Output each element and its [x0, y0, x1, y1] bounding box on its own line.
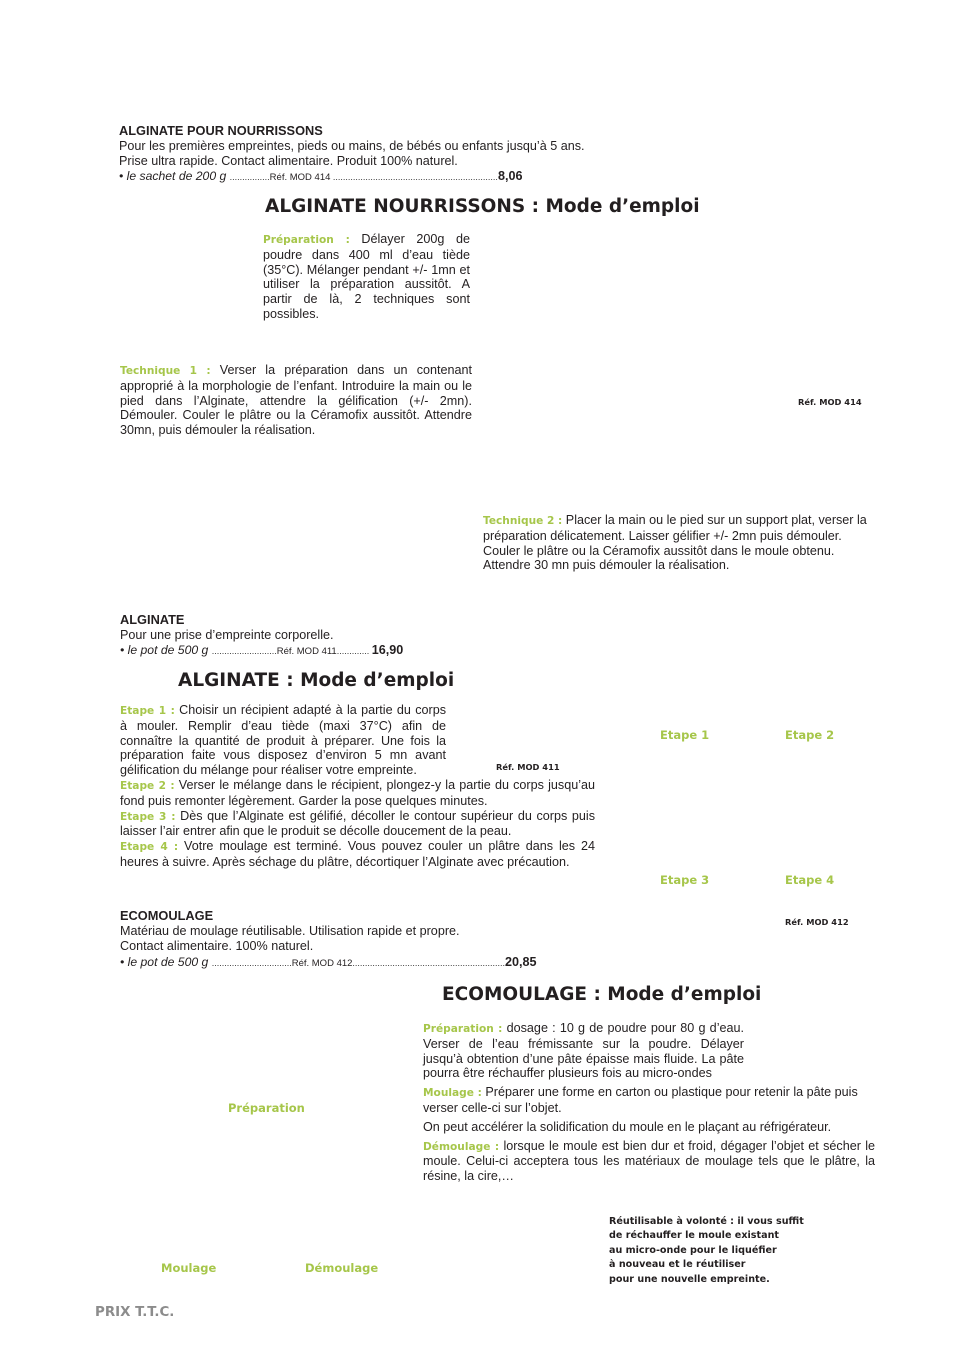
instruction-label: Préparation :: [423, 1023, 503, 1035]
product-ref: Réf. MOD 412: [291, 957, 353, 969]
product-nourrissons: [119, 123, 679, 185]
product-price: 16,90: [371, 642, 404, 657]
product-title: ALGINATE POUR NOURRISSONS: [119, 123, 323, 138]
section-heading: ECOMOULAGE : Mode d’emploi: [442, 984, 762, 1005]
reuse-note-line: à nouveau et le réutiliser: [609, 1259, 746, 1271]
image-ref-label: Réf. MOD 412: [785, 917, 849, 927]
instruction-label: Etape 3 :: [120, 810, 176, 823]
photo-label-moulage: Moulage: [161, 1261, 217, 1275]
step-1: [120, 703, 446, 778]
instruction-preparation: [423, 1021, 744, 1081]
step-4: [120, 839, 595, 870]
instruction-text: dosage : 10 g de poudre pour 80 g d’eau. Verser de l’eau frémissante sur la poudre. Délayer jusqu’à obtention d’une pâte épaisse mais fluide. La pâte pourra être réchauffer plusieurs fois au micro-ondes: [423, 1021, 744, 1081]
ecomoulage-instructions: [423, 1021, 875, 1184]
price-line: • le pot de 500 g ................................Réf. MOD 412.............................................................20,85: [120, 954, 537, 969]
image-ref-label: Réf. MOD 414: [798, 397, 862, 407]
instruction-text: Placer la main ou le pied sur un support plat, verser la préparation délicatement. Laisser gélifier +/- 2mn puis démouler. Couler le plâtre ou la Céramofix aussitôt dans le moule obtenu. Attendre 30 mn puis démouler la réalisation.: [483, 513, 867, 573]
reuse-note-line: Réutilisable à volonté : il vous suffit: [609, 1216, 804, 1227]
product-format: • le sachet de 200 g: [119, 168, 227, 183]
photo-label-demoulage: Démoulage: [305, 1261, 379, 1275]
product-ecomoulage: [120, 908, 600, 971]
product-description: Matériau de moulage réutilisable. Utilisation rapide et propre.: [120, 924, 460, 938]
photo-label-etape-2: Etape 2: [785, 728, 835, 742]
step-3: [120, 809, 595, 840]
instruction-label: Technique 1 :: [120, 365, 211, 377]
instruction-demoulage: [423, 1139, 875, 1184]
instruction-fridge: On peut accélérer la solidification du moule en le plaçant au réfrigérateur.: [423, 1119, 832, 1134]
price-line: • le sachet de 200 g ................Réf. MOD 414 ..................................................................8,06: [119, 168, 523, 183]
photo-label-etape-3: Etape 3: [660, 873, 710, 887]
photo-label-etape-1: Etape 1: [660, 728, 710, 742]
instruction-text: Votre moulage est terminé. Vous pouvez couler un plâtre dans les 24 heures à suivre. Après séchage du plâtre, décortiquer l’Alginate avec précaution.: [120, 839, 596, 869]
product-format: • le pot de 500 g: [120, 954, 209, 969]
product-description: Pour les premières empreintes, pieds ou mains, de bébés ou enfants jusqu’à 5 ans.: [119, 139, 585, 153]
product-alginate: [120, 612, 480, 659]
instruction-technique-1: [120, 363, 472, 438]
instruction-text: Préparer une forme en carton ou plastique pour retenir la pâte puis verser celle-ci sur l’objet.: [423, 1085, 858, 1115]
reuse-note-line: pour une nouvelle empreinte.: [609, 1273, 770, 1285]
section-heading: ALGINATE NOURRISSONS : Mode d’emploi: [265, 196, 700, 217]
reuse-note: [609, 1215, 839, 1287]
reuse-note-line: au micro-onde pour le liquéfier: [609, 1244, 777, 1256]
product-ref: Réf. MOD 414: [269, 171, 331, 183]
instruction-technique-2: [483, 513, 875, 573]
alginate-steps: [120, 703, 595, 870]
instruction-label: Moulage :: [423, 1087, 482, 1100]
step-2: [120, 778, 595, 809]
instruction-label: Technique 2 :: [483, 515, 563, 527]
photo-label-etape-4: Etape 4: [785, 873, 835, 887]
product-ref: Réf. MOD 411: [276, 645, 337, 657]
instruction-preparation: [263, 232, 470, 322]
product-title: ECOMOULAGE: [120, 908, 214, 923]
instruction-text: Dès que l’Alginate est gélifié, décoller le contour supérieur du corps puis laisser l’air entrer afin que le produit se décolle doucement de la peau.: [120, 808, 596, 839]
instruction-moulage: [423, 1085, 875, 1116]
product-description: Contact alimentaire. 100% naturel.: [120, 938, 314, 953]
reuse-note-line: de réchauffer le moule existant: [609, 1230, 779, 1242]
photo-label-preparation: Préparation: [228, 1101, 305, 1115]
instruction-label: Démoulage :: [423, 1140, 500, 1153]
instruction-text: Choisir un récipient adapté à la partie du corps à mouler. Remplir d’eau tiède (maxi 37°C) afin de connaître la quantité de produit à préparer. Une fois la préparation faite vous disposez d’environ 5 mn avant gélification du mélange pour réaliser votre empreinte.: [120, 703, 446, 778]
product-price: 8,06: [497, 168, 523, 183]
product-format: • le pot de 500 g: [120, 642, 209, 657]
footer-prix-ttc: PRIX T.T.C.: [95, 1305, 175, 1320]
instruction-label: Etape 2 :: [120, 779, 175, 792]
instruction-text: Délayer 200g de poudre dans 400 ml d’eau tiède (35°C). Mélanger pendant +/- 1mn et utiliser la préparation aussitôt. A partir de là, 2 techniques sont possibles.: [263, 232, 471, 321]
product-description: Prise ultra rapide. Contact alimentaire. Produit 100% naturel.: [119, 153, 458, 168]
instruction-text: Verser le mélange dans le récipient, plongez-y la partie du corps jusqu’au fond puis remonter légèrement. Garder la pose quelques minutes.: [120, 777, 596, 808]
instruction-label: Etape 1 :: [120, 705, 175, 717]
instruction-label: Préparation :: [263, 234, 350, 246]
image-ref-label: Réf. MOD 411: [496, 762, 560, 772]
instruction-text: Verser la préparation dans un contenant approprié à la morphologie de l’enfant. Introduire la main ou le pied dans l’Alginate, attendre la gélification (+/- 2mn). Démouler. Couler le plâtre ou la Céramofix aussitôt. Attendre 30mn, puis démouler la réalisation.: [120, 363, 473, 438]
product-description: Pour une prise d’empreinte corporelle.: [120, 628, 334, 642]
section-heading: ALGINATE : Mode d’emploi: [178, 670, 455, 691]
price-line: • le pot de 500 g ..........................Réf. MOD 411............. 16,90: [120, 642, 404, 657]
instruction-label: Etape 4 :: [120, 841, 179, 854]
instruction-text: lorsque le moule est bien dur et froid, dégager l’objet et sécher le moule. Celui-ci acceptera tous les matériaux de moulage tels que le plâtre, la résine, la cire,…: [423, 1138, 876, 1184]
product-price: 20,85: [504, 954, 537, 969]
product-title: ALGINATE: [120, 612, 185, 627]
